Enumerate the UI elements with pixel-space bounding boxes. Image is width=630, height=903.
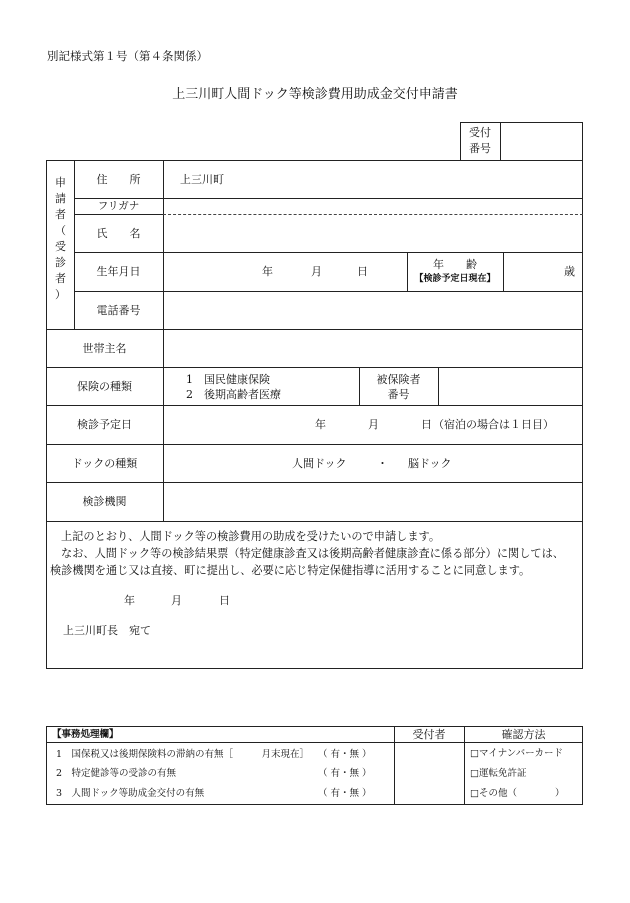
age-note: 【検診予定日現在】: [414, 274, 496, 284]
name-label: 氏 名: [96, 227, 141, 240]
office-item-2: 2 特定健診等の受診の有無: [56, 768, 177, 779]
age-unit: 歳: [564, 265, 575, 278]
declaration-line3: 検診機関を通じ又は直接、町に提出し、必要に応じ特定保健指導に活用することに同意します。: [50, 564, 531, 577]
furigana-field[interactable]: [165, 199, 581, 213]
office-item-3-choice[interactable]: （ 有・無 ）: [318, 788, 372, 799]
furigana-label: フリガナ: [97, 200, 140, 212]
signature-day-unit: 日: [219, 594, 230, 607]
insured-number-field[interactable]: [440, 369, 581, 404]
receipt-label-line2: 番号: [469, 142, 491, 155]
receipt-number-field[interactable]: [502, 124, 580, 159]
phone-label: 電話番号: [96, 304, 141, 317]
office-item-1-choice[interactable]: （ 有・無 ）: [318, 749, 372, 760]
office-header: 【事務処理欄】: [52, 729, 119, 740]
signature-month-unit: 月: [171, 594, 182, 607]
declaration-line2: なお、人間ドック等の検診結果票（特定健康診査又は後期高齢者健康診査に係る部分）に関しては、: [61, 547, 564, 560]
receipt-label-line1: 受付: [469, 126, 491, 139]
insured-number-label-line1: 被保険者: [376, 373, 421, 386]
birth-year-unit: 年: [262, 265, 273, 278]
insured-number-label-line2: 番号: [387, 388, 410, 401]
phone-field[interactable]: [165, 293, 581, 328]
office-item-3: 3 人間ドック等助成金交付の有無: [56, 788, 205, 799]
dock-separator: ・: [377, 457, 388, 470]
exam-month-unit: 月: [368, 418, 379, 431]
insurance-option-elderly[interactable]: 2 後期高齢者医療: [186, 388, 281, 401]
birth-date-label: 生年月日: [96, 265, 141, 278]
exam-year-unit: 年: [315, 418, 326, 431]
exam-date-label: 検診予定日: [77, 418, 132, 431]
birth-day-unit: 日: [357, 265, 368, 278]
household-head-label: 世帯主名: [82, 342, 127, 355]
insurance-option-national[interactable]: 1 国民健康保険: [186, 373, 270, 386]
birth-month-unit: 月: [311, 265, 322, 278]
exam-date-note: （宿泊の場合は１日目）: [433, 418, 554, 431]
verify-option-other[interactable]: □その他（ ）: [470, 788, 565, 799]
address-label: 住 所: [96, 173, 141, 186]
institution-label: 検診機関: [82, 495, 127, 508]
office-item-2-choice[interactable]: （ 有・無 ）: [318, 768, 372, 779]
form-reference: 別記様式第１号（第４条関係）: [47, 49, 208, 63]
verify-option-mynumber[interactable]: □マイナンバーカード: [470, 748, 563, 759]
office-item-1: 1 国保税又は後期保険料の滞納の有無［ 月末現在］: [56, 749, 310, 760]
household-head-field[interactable]: [165, 331, 581, 366]
dock-type-label: ドックの種類: [71, 457, 138, 470]
declaration-line1: 上記のとおり、人間ドック等の検診費用の助成を受けたいので申請します。: [61, 530, 441, 543]
addressee: 上三川町長 宛て: [63, 624, 151, 637]
receiver-field[interactable]: [396, 744, 462, 803]
form-title: 上三川町人間ドック等検診費用助成金交付申請書: [172, 87, 458, 102]
receiver-label: 受付者: [412, 728, 446, 741]
signature-year-unit: 年: [124, 594, 135, 607]
applicant-side-label: 申 請 者 （ 受 診 者 ）: [55, 176, 66, 301]
institution-field[interactable]: [165, 484, 581, 520]
insurance-type-label: 保険の種類: [77, 380, 132, 393]
address-field[interactable]: 上三川町: [180, 173, 224, 186]
dock-option-human[interactable]: 人間ドック: [292, 457, 347, 470]
name-field[interactable]: [165, 216, 581, 251]
verify-method-label: 確認方法: [501, 728, 546, 741]
age-label: 年 齢: [433, 258, 477, 271]
verify-option-license[interactable]: □運転免許証: [470, 768, 527, 779]
exam-day-unit: 日: [421, 418, 432, 431]
dock-option-brain[interactable]: 脳ドック: [408, 457, 452, 470]
